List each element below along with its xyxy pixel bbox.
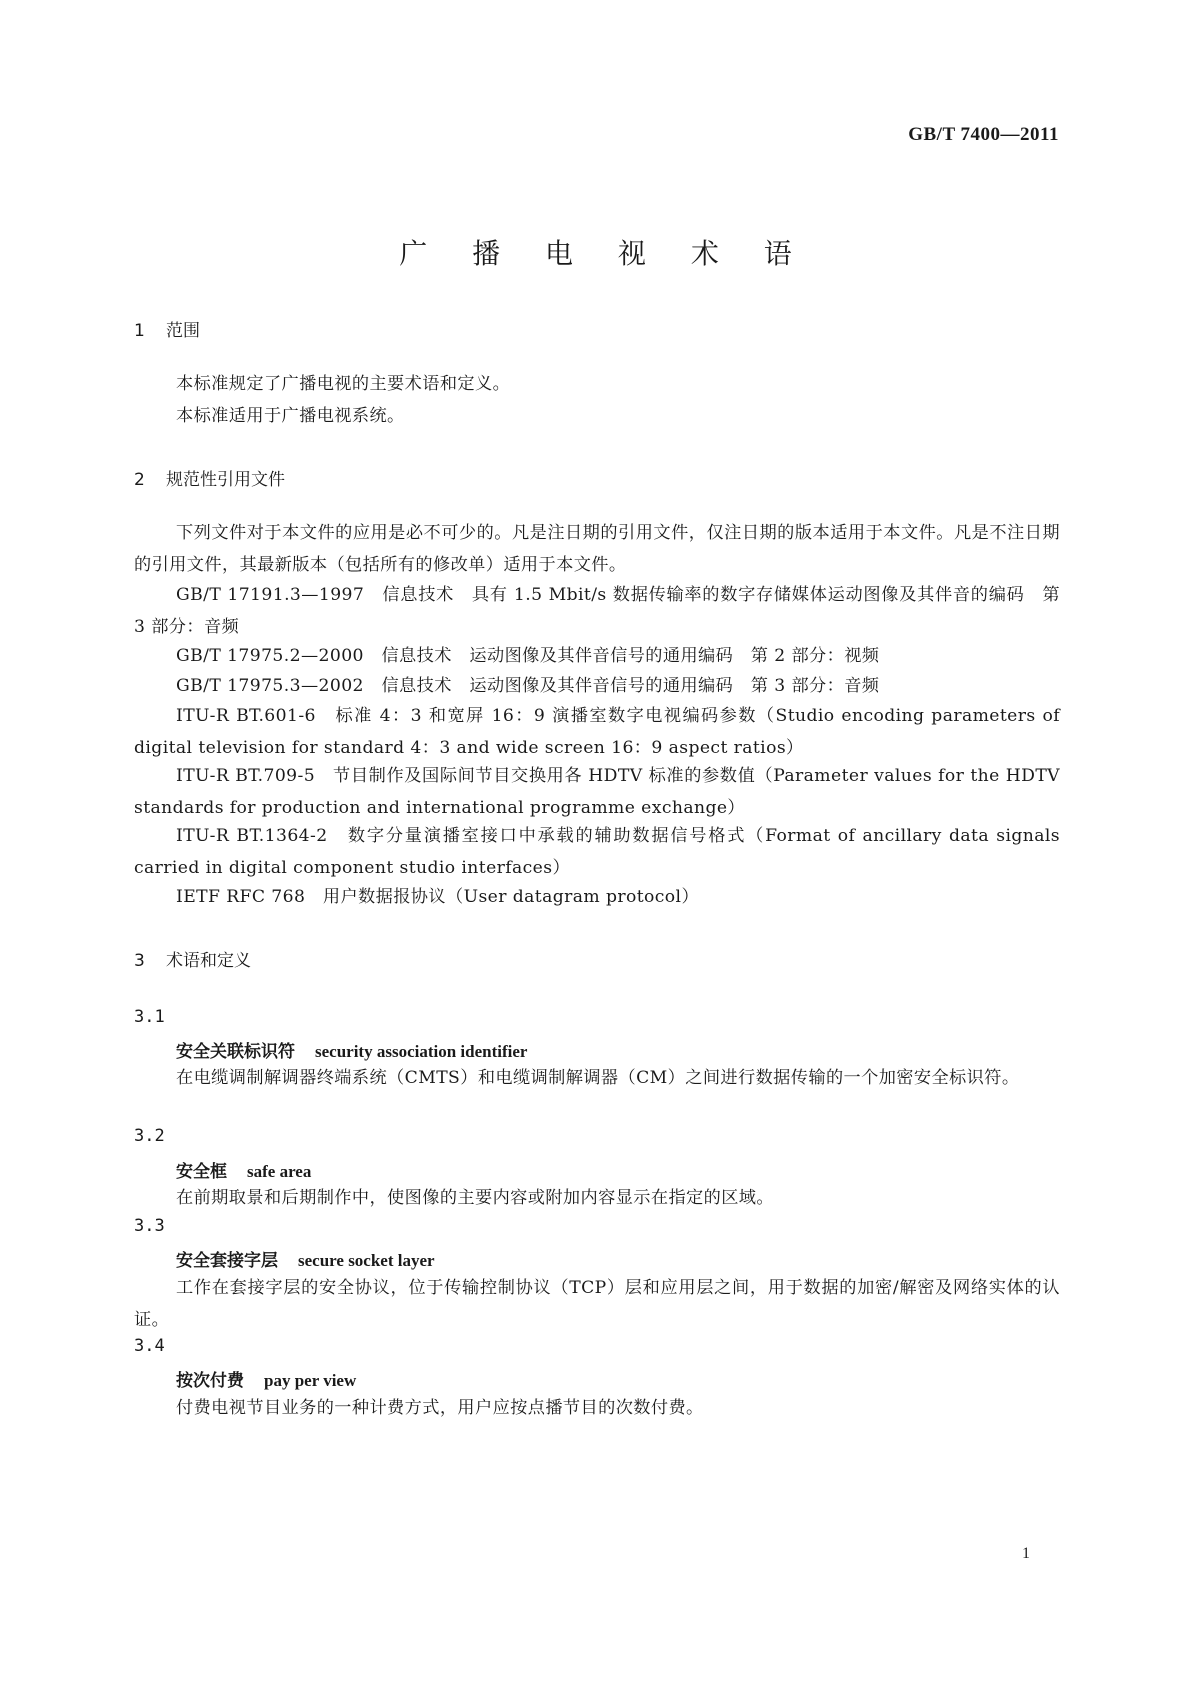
reference-item: IETF RFC 768 用户数据报协议（User datagram protocol） bbox=[176, 887, 700, 907]
reference-item: ITU-R BT.1364-2 数字分量演播室接口中承载的辅助数据信号格式（Format of ancillary data signals carried in digital component studio interfaces） bbox=[134, 826, 1060, 878]
reference-item: GB/T 17975.2—2000 信息技术 运动图像及其伴音信号的通用编码 第 2 部分：视频 bbox=[176, 646, 880, 666]
term-heading bbox=[176, 1037, 527, 1062]
section-title: 术语和定义 bbox=[166, 951, 251, 971]
section-title: 规范性引用文件 bbox=[166, 470, 285, 490]
term-chinese: 安全关联标识符 bbox=[176, 1042, 295, 1062]
term-definition: 付费电视节目业务的一种计费方式，用户应按点播节目的次数付费。 bbox=[176, 1398, 704, 1418]
section-title: 范围 bbox=[166, 321, 200, 341]
term-definition: 工作在套接字层的安全协议，位于传输控制协议（TCP）层和应用层之间，用于数据的加密/解密及网络实体的认证。 bbox=[134, 1278, 1060, 1330]
term-definition: 在电缆调制解调器终端系统（CMTS）和电缆调制解调器（CM）之间进行数据传输的一个加密安全标识符。 bbox=[176, 1068, 1020, 1088]
term-number: 3.4 bbox=[134, 1336, 165, 1356]
scope-paragraph: 本标准规定了广播电视的主要术语和定义。 bbox=[176, 374, 511, 394]
term-english: pay per view bbox=[264, 1371, 357, 1390]
reference-item: GB/T 17191.3—1997 信息技术 具有 1.5 Mbit/s 数据传输率的数字存储媒体运动图像及其伴音的编码 第 3 部分：音频 bbox=[134, 585, 1060, 637]
term-heading bbox=[176, 1366, 356, 1391]
section-number: 1 bbox=[134, 321, 145, 341]
references-intro: 下列文件对于本文件的应用是必不可少的。凡是注日期的引用文件，仅注日期的版本适用于本文件。凡是不注日期的引用文件，其最新版本（包括所有的修改单）适用于本文件。 bbox=[134, 523, 1060, 575]
section-number: 2 bbox=[134, 470, 145, 490]
reference-item: ITU-R BT.709-5 节目制作及国际间节目交换用各 HDTV 标准的参数值（Parameter values for the HDTV standards for production and international programme exchange） bbox=[134, 766, 1060, 818]
scope-paragraph: 本标准适用于广播电视系统。 bbox=[176, 406, 405, 426]
term-chinese: 安全框 bbox=[176, 1162, 227, 1182]
page-number: 1 bbox=[1022, 1545, 1030, 1562]
term-heading bbox=[176, 1157, 311, 1182]
term-english: safe area bbox=[247, 1162, 312, 1181]
reference-item: GB/T 17975.3—2002 信息技术 运动图像及其伴音信号的通用编码 第 3 部分：音频 bbox=[176, 676, 880, 696]
section-number: 3 bbox=[134, 951, 145, 971]
section-heading-terms-and-definitions bbox=[134, 946, 251, 971]
term-english: security association identifier bbox=[315, 1042, 528, 1061]
term-number: 3.1 bbox=[134, 1007, 165, 1027]
reference-item: ITU-R BT.601-6 标准 4：3 和宽屏 16：9 演播室数字电视编码参数（Studio encoding parameters of digital television for standard 4：3 and wide screen 16：9 aspect ratios） bbox=[134, 706, 1060, 758]
document-title: 广 播 电 视 术 语 bbox=[399, 237, 810, 270]
term-heading bbox=[176, 1246, 435, 1271]
term-chinese: 按次付费 bbox=[176, 1371, 244, 1391]
term-number: 3.2 bbox=[134, 1126, 165, 1146]
term-english: secure socket layer bbox=[298, 1251, 435, 1270]
term-chinese: 安全套接字层 bbox=[176, 1251, 278, 1271]
term-definition: 在前期取景和后期制作中，使图像的主要内容或附加内容显示在指定的区域。 bbox=[176, 1188, 774, 1208]
section-heading-scope bbox=[134, 316, 200, 341]
document-code: GB/T 7400—2011 bbox=[908, 124, 1059, 145]
section-heading-normative-references bbox=[134, 465, 285, 490]
term-number: 3.3 bbox=[134, 1216, 165, 1236]
